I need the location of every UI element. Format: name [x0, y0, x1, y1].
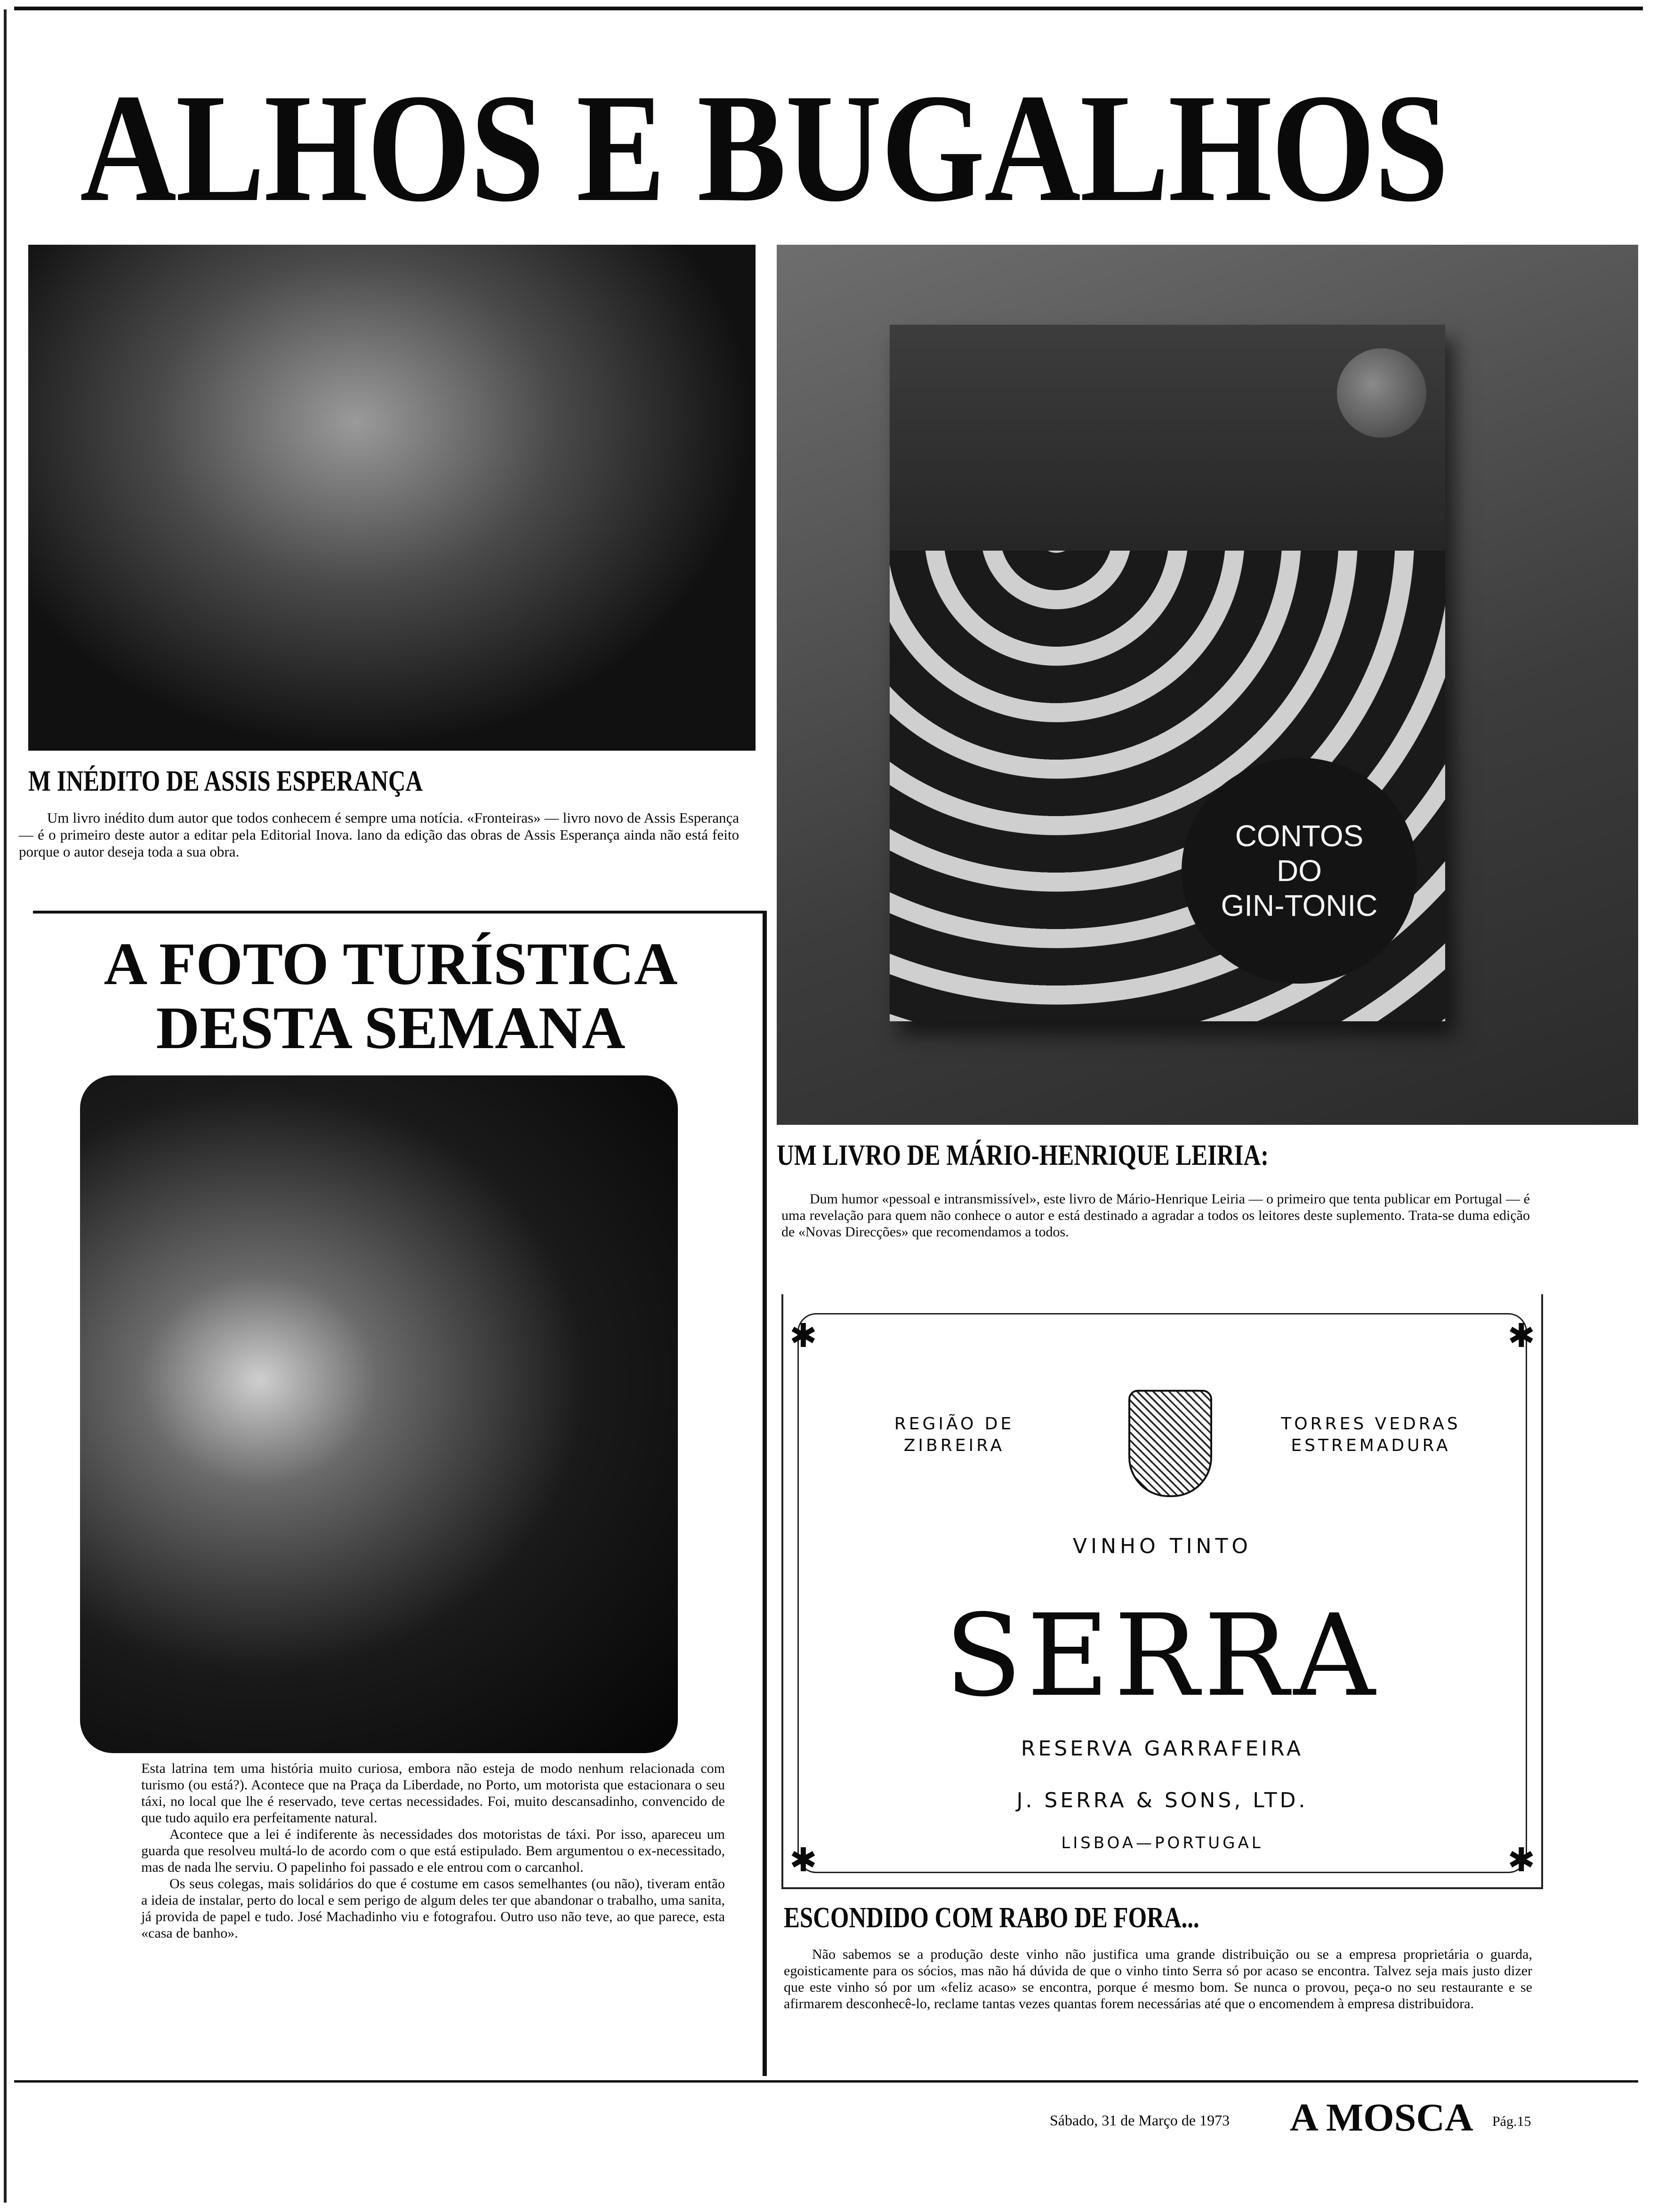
- book-title-badge: [1182, 758, 1417, 984]
- story2-paragraph: Esta latrina tem uma história muito curiosa, embora não esteja de modo nenhum relacionada com turismo (ou está?). Acontece que na Praça da Liberdade, no Porto, um motorista que estacionara o seu táxi, no local que lhe é reservado, teve certas necessidades. Foi, muito descansadinho, convencido de que tudo aquilo era perfeitamente natural.: [141, 1761, 725, 1826]
- top-rule: [14, 7, 1643, 10]
- asterisk-ornament-icon: ✱: [1507, 1841, 1535, 1879]
- foto-title-line1: A FOTO TURÍSTICA: [104, 930, 678, 997]
- story3-headline: UM LIVRO DE MÁRIO-HENRIQUE LEIRIA:: [777, 1139, 1269, 1171]
- story3-body: [781, 1191, 1530, 1240]
- foto-turistica-title: [61, 932, 720, 1060]
- footer-page-number: Pág.15: [1492, 2114, 1531, 2129]
- story3-paragraph: Dum humor «pessoal e intransmissível», este livro de Mário-Henrique Leiria — o primeiro que tenta publicar em Portugal — é uma revelação para quem não conhece o autor e está destinado a agradar a todos os leitores deste suplemento. Trata-se duma edição de «Novas Direcções» que recomendamos a todos.: [781, 1191, 1530, 1240]
- wine-advertisement: [781, 1294, 1543, 1889]
- story4-paragraph: Não sabemos se a produção deste vinho não justifica uma grande distribuição ou se a empresa proprietária o guarda, egoisticamente para os sócios, mas não há dúvida de que o vinho tinto Serra só por acaso se encontra. Talvez seja mais justo dizer que este vinho só por um «feliz acaso» se encontra, porque é mesmo bom. Se nunca o provou, peça-o no seu restaurante e se afirmarem desconhecê-lo, reclame tantas vezes quantas forem necessárias até que o encomendem à empresa distribuidora.: [784, 1947, 1532, 2012]
- story2-body: [141, 1760, 725, 1941]
- latrine-photo: [80, 1075, 678, 1753]
- story1-headline: M INÉDITO DE ASSIS ESPERANÇA: [28, 765, 423, 797]
- ad-region-right: [1260, 1413, 1481, 1457]
- ad-company: J. SERRA & SONS, LTD.: [1016, 1788, 1308, 1812]
- asterisk-ornament-icon: ✱: [1507, 1316, 1535, 1355]
- ad-region-left: [869, 1413, 1039, 1457]
- page-masthead: ALHOS E BUGALHOS: [80, 62, 1448, 234]
- ad-region-right-line1: TORRES VEDRAS: [1281, 1414, 1461, 1434]
- ad-brand: SERRA: [944, 1590, 1380, 1722]
- book-photo: [777, 245, 1638, 1125]
- footer-publication: A MOSCA: [1290, 2096, 1473, 2140]
- story2-paragraph: Os seus colegas, mais solidários do que é costume em casos semelhantes (ou não), tiveram então a ideia de instalar, perto do local e sem perigo de algum deles ter que abandonar o trabalho, uma sanita, já provida de papel e tudo. José Machadinho viu e fotografou. Outro uso não teve, ao que parece, esta «casa de banho».: [141, 1876, 725, 1941]
- ad-location: LISBOA—PORTUGAL: [1061, 1834, 1263, 1852]
- ad-region-left-line1: REGIÃO DE: [894, 1414, 1014, 1434]
- asterisk-ornament-icon: ✱: [789, 1316, 817, 1355]
- book-title-line1: CONTOS: [1235, 819, 1364, 853]
- book-cover: [890, 325, 1445, 1021]
- assis-esperanca-photo: [28, 245, 756, 751]
- story1-paragraph: Um livro inédito dum autor que todos conhecem é sempre uma notícia. «Fronteiras» — livro novo de Assis Esperança — é o primeiro deste autor a editar pela Editorial Inova. lano da edição das obras de Assis Esperança ainda não está feito porque o autor deseja toda a sua obra.: [19, 809, 739, 860]
- story4-headline: ESCONDIDO COM RABO DE FORA...: [784, 1902, 1199, 1934]
- bottom-rule: [14, 2080, 1638, 2083]
- foto-title-line2: DESTA SEMANA: [156, 994, 626, 1061]
- ad-region-left-line2: ZIBREIRA: [903, 1436, 1005, 1455]
- asterisk-ornament-icon: ✱: [789, 1841, 817, 1879]
- book-title-line3: GIN-TONIC: [1221, 889, 1378, 922]
- story1-body: [19, 809, 739, 860]
- ad-region-right-line2: ESTREMADURA: [1291, 1436, 1451, 1455]
- story4-body: [784, 1946, 1532, 2012]
- footer-date: Sábado, 31 de Março de 1973: [1050, 2112, 1230, 2129]
- ad-inner-frame: [789, 1313, 1535, 1879]
- left-rule: [4, 9, 7, 2203]
- ad-reserve: RESERVA GARRAFEIRA: [1021, 1737, 1304, 1761]
- story2-paragraph: Acontece que a lei é indiferente às necessidades dos motoristas de táxi. Por isso, apareceu um guarda que resolveu multá-lo de acordo com o que está estipulado. Bem argumentou o ex-necessitado, mas de nada lhe serviu. O papelinho foi passado e ele entrou com o carcanhol.: [141, 1827, 725, 1875]
- book-cover-dot: [1337, 348, 1426, 438]
- book-title-line2: DO: [1277, 854, 1322, 888]
- ad-wine-type: VINHO TINTO: [1073, 1534, 1252, 1558]
- book-cover-top: [890, 325, 1445, 551]
- coat-of-arms-icon: [1128, 1390, 1212, 1497]
